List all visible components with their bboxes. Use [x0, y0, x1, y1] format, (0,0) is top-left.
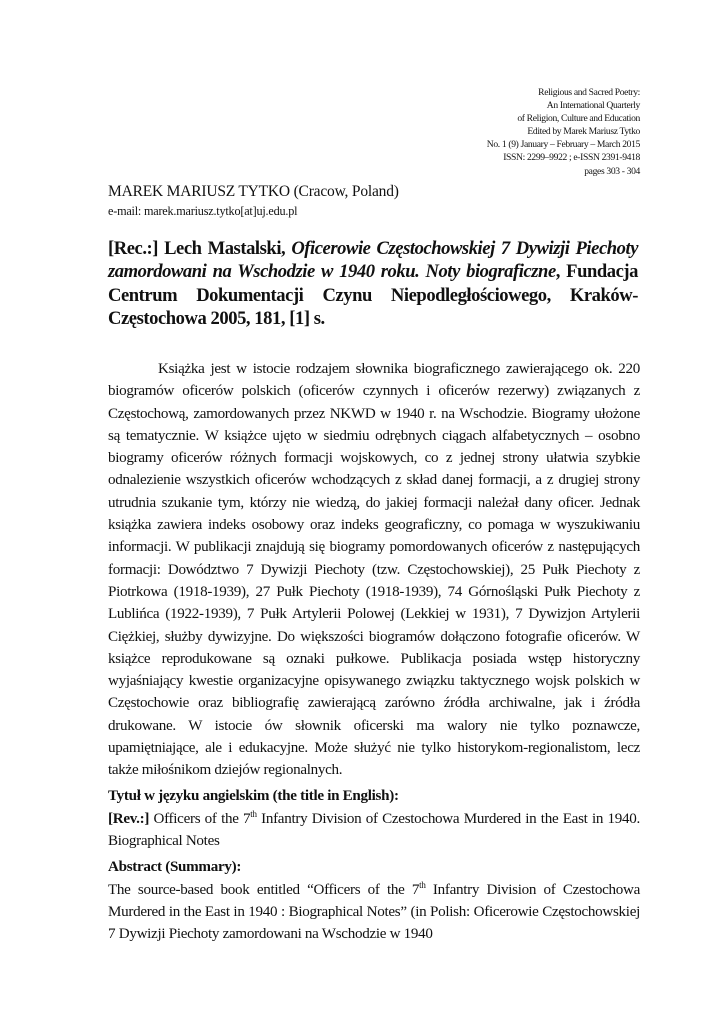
abstract-paragraph: [108, 879, 640, 946]
journal-masthead: [340, 86, 640, 178]
rev-label: [Rev.:]: [108, 810, 150, 827]
review-title: [108, 237, 638, 331]
rev-text-a: Officers of the 7: [149, 810, 251, 827]
abstract-text-a: The source-based book entitled “Officers of the 7: [108, 881, 420, 898]
english-title: [108, 808, 640, 853]
journal-name-line-2: An International Quarterly: [546, 100, 640, 112]
review-title-prefix: [Rec.:] Lech Mastalski,: [108, 238, 292, 259]
review-paragraph: Książka jest w istocie rodzajem słownika biograficznego zawierającego ok. 220 biogramów oficerów polskich (oficerów czynnych i oficerów rezerwy) związanych z Częstochową, zamordowanych przez NKWD w 1940 r. na Wschodzie. Biogramy ułożone są tematycznie. W książce ujęto w siedmiu odrębnych ciągach alfabetycznych – osobno biogramy oficerów różnych formacji wojskowych, co z jednej strony ułatwia szybkie odnalezienie wszystkich oficerów wchodzących z skład danej formacji, a z drugiej strony utrudnia szukanie tym, którzy nie wiedzą, do jakiej formacji należał dany oficer. Jednak książka zawiera indeks osobowy oraz indeks geograficzny, co pomaga w wyszukiwaniu informacji. W publikacji znajdują się biogramy pomordowanych oficerów z następujących formacji: Dowództwo 7 Dywizji Piechoty (tzw. Częstochowskiej), 25 Pułk Piechoty z Piotrkowa (1918-1939), 27 Pułk Piechoty (1918-1939), 74 Górnośląski Pułk Piechoty z Lublińca (1922-1939), 7 Pułk Artylerii Polowej (Lekkiej w 1931), 7 Dywizjon Artylerii Ciężkiej, służby dywizyjne. Do większości biogramów dołączono fotografie oficerów. W książce reprodukowane są oznaki pułkowe. Publikacja posiada wstęp historyczny wyjaśniający kwestie organizacyjne opisywanego związku taktycznego wojsk polskich w Częstochowie oraz bibliografię zawierającą zarówno źródła archiwalne, jak i źródła drukowane. W istocie ów słownik oficerski ma walory nie tylko poznawcze, upamiętniające, ale i edukacyjne. Może służyć nie tylko historykom-regionalistom, lecz także miłośnikom dziejów regionalnych.: [108, 361, 640, 779]
rev-text-b: Infantry Division of Czestochowa Murdered in the East in 1940. Biographical Notes: [108, 810, 640, 850]
abstract-superscript: th: [419, 879, 426, 890]
author-name: MAREK MARIUSZ TYTKO (Cracow, Poland): [108, 183, 399, 200]
book-title: Oficerowie Częstochowskiej 7 Dywizji Piechoty zamordowani na Wschodzie w 1940 roku. Noty biograficzne: [108, 238, 638, 283]
page-range: pages 303 - 304: [584, 165, 640, 177]
author-email: e-mail: marek.mariusz.tytko[at]uj.edu.pl: [108, 204, 298, 218]
journal-editor: Edited by Marek Mariusz Tytko: [527, 126, 640, 138]
journal-name-line-1: Religious and Sacred Poetry:: [538, 87, 640, 98]
abstract-text-b: Infantry Division of Czestochowa Murdered in the East in 1940 : Biographical Notes” (in Polish: Oficerowie Częstochowskiej 7 Dywizji Piechoty zamordowani na Wschodzie w 1940: [108, 881, 640, 943]
english-title-heading: Tytuł w języku angielskim (the title in English):: [108, 787, 399, 804]
review-title-rest: , Fundacja Centrum Dokumentacji Czynu Niepodległościowego, Kraków-Częstochowa 2005, 181, [1] s.: [108, 261, 638, 330]
review-body: [108, 358, 640, 946]
journal-issn: ISSN: 2299–9922 ; e-ISSN 2391-9418: [503, 152, 640, 164]
journal-issue: No. 1 (9) January – February – March 2015: [486, 139, 640, 151]
rev-superscript: th: [250, 808, 257, 819]
abstract-heading: Abstract (Summary):: [108, 858, 242, 875]
journal-name-line-3: of Religion, Culture and Education: [517, 113, 640, 125]
